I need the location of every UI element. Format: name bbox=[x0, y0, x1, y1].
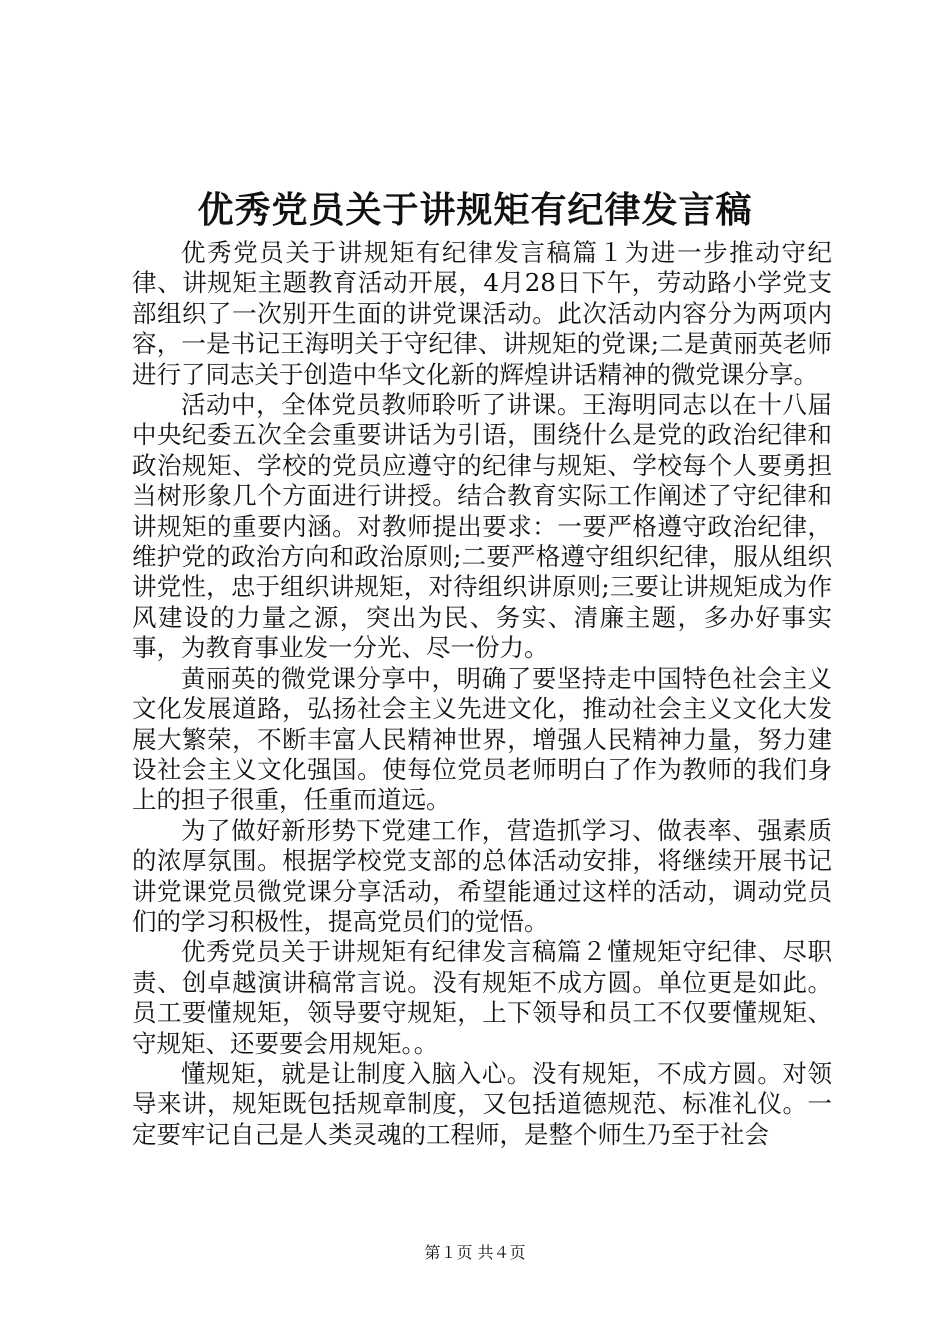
paragraph-3: 黄丽英的微党课分享中，明确了要坚持走中国特色社会主义文化发展道路，弘扬社会主义先进文化，推动社会主义文化大发展大繁荣，不断丰富人民精神世界，增强人民精神力量，努力建设社会主义文化强国。使每位党员老师明白了作为教师的我们身上的担子很重，任重而道远。 bbox=[132, 663, 832, 815]
page-number-footer: 第１页 共４页 bbox=[424, 1243, 526, 1262]
document-title: 优秀党员关于讲规矩有纪律发言稿 bbox=[197, 189, 753, 231]
paragraph-4: 为了做好新形势下党建工作，营造抓学习、做表率、强素质的浓厚氛围。根据学校党支部的总体活动安排，将继续开展书记讲党课党员微党课分享活动，希望能通过这样的活动，调动党员们的学习积极性，提高党员们的觉悟。 bbox=[132, 815, 832, 936]
paragraph-5: 优秀党员关于讲规矩有纪律发言稿篇２懂规矩守纪律、尽职责、创卓越演讲稿常言说。没有规矩不成方圆。单位更是如此。员工要懂规矩，领导要守规矩，上下领导和员工不仅要懂规矩、守规矩、还要要会用规矩。。 bbox=[132, 937, 832, 1058]
document-body bbox=[132, 238, 832, 1150]
paragraph-1: 优秀党员关于讲规矩有纪律发言稿篇１为进一步推动守纪律、讲规矩主题教育活动开展，4月28日下午，劳动路小学党支部组织了一次别开生面的讲党课活动。此次活动内容分为两项内容，一是书记王海明关于守纪律、讲规矩的党课;二是黄丽英老师进行了同志关于创造中华文化新的辉煌讲话精神的微党课分享。 bbox=[132, 238, 832, 389]
paragraph-2: 活动中，全体党员教师聆听了讲课。王海明同志以在十八届中央纪委五次全会重要讲话为引语，围绕什么是党的政治纪律和政治规矩、学校的党员应遵守的纪律与规矩、学校每个人要勇担当树形象几个方面进行讲授。结合教育实际工作阐述了守纪律和讲规矩的重要内涵。对教师提出要求：一要严格遵守政治纪律，维护党的政治方向和政治原则;二要严格遵守组织纪律，服从组织讲党性，忠于组织讲规矩，对待组织讲原则;三要让讲规矩成为作风建设的力量之源，突出为民、务实、清廉主题，多办好事实事，为教育事业发一分光、尽一份力。 bbox=[132, 390, 832, 663]
paragraph-6: 懂规矩，就是让制度入脑入心。没有规矩，不成方圆。对领导来讲，规矩既包括规章制度，又包括道德规范、标准礼仪。一定要牢记自己是人类灵魂的工程师，是整个师生乃至于社会 bbox=[132, 1058, 832, 1149]
